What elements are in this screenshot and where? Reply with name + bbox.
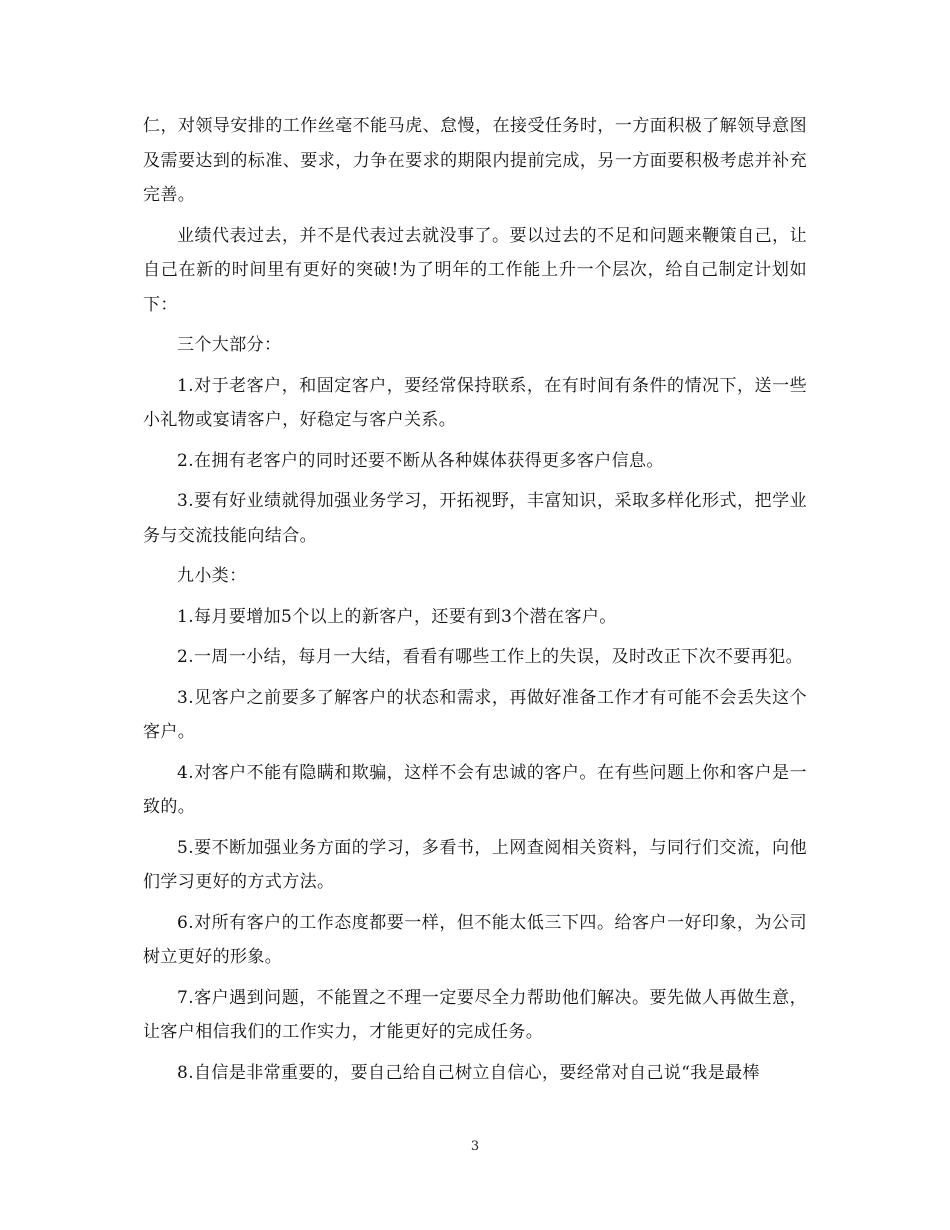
page-number: 3 <box>470 1139 480 1154</box>
list-item-part-1: 1.对于老客户，和固定客户，要经常保持联系，在有时间有条件的情况下，送一些小礼物或宴请客户，好稳定与客户关系。 <box>143 375 807 430</box>
list-item-category-6: 6.对所有客户的工作态度都要一样，但不能太低三下四。给客户一好印象，为公司树立更好的形象。 <box>143 912 807 967</box>
section-heading-three-parts: 三个大部分： <box>177 335 282 355</box>
list-item-category-1: 1.每月要增加5个以上的新客户，还要有到3个潜在客户。 <box>177 606 617 627</box>
list-item-category-8: 8.自信是非常重要的，要自己给自己树立自信心，要经常对自己说“我是最棒 <box>177 1062 760 1083</box>
paragraph-plan-intro: 业绩代表过去，并不是代表过去就没事了。要以过去的不足和问题来鞭策自己，让自己在新的时间里有更好的突破!为了明年的工作能上升一个层次，给自己制定计划如下： <box>143 225 807 315</box>
document-body <box>143 109 807 1096</box>
paragraph-continuation: 仁，对领导安排的工作丝毫不能马虎、怠慢，在接受任务时，一方面积极了解领导意图及需要达到的标准、要求，力争在要求的期限内提前完成，另一方面要积极考虑并补充完善。 <box>143 116 807 205</box>
list-item-category-4: 4.对客户不能有隐瞒和欺骗，这样不会有忠诚的客户。在有些问题上你和客户是一致的。 <box>143 762 807 817</box>
list-item-category-2: 2.一周一小结，每月一大结，看看有哪些工作上的失误，及时改正下次不要再犯。 <box>177 647 804 667</box>
list-item-part-3: 3.要有好业绩就得加强业务学习，开拓视野，丰富知识，采取多样化形式，把学业务与交流技能向结合。 <box>143 491 807 546</box>
list-item-category-5: 5.要不断加强业务方面的学习，多看书，上网查阅相关资料，与同行们交流，向他们学习更好的方式方法。 <box>143 837 807 892</box>
section-heading-nine-categories: 九小类： <box>177 566 247 586</box>
list-item-part-2: 2.在拥有老客户的同时还要不断从各种媒体获得更多客户信息。 <box>177 450 664 471</box>
list-item-category-3: 3.见客户之前要多了解客户的状态和需求，再做好准备工作才有可能不会丢失这个客户。 <box>143 687 807 742</box>
list-item-category-7: 7.客户遇到问题，不能置之不理一定要尽全力帮助他们解决。要先做人再做生意，让客户相信我们的工作实力，才能更好的完成任务。 <box>143 987 807 1042</box>
